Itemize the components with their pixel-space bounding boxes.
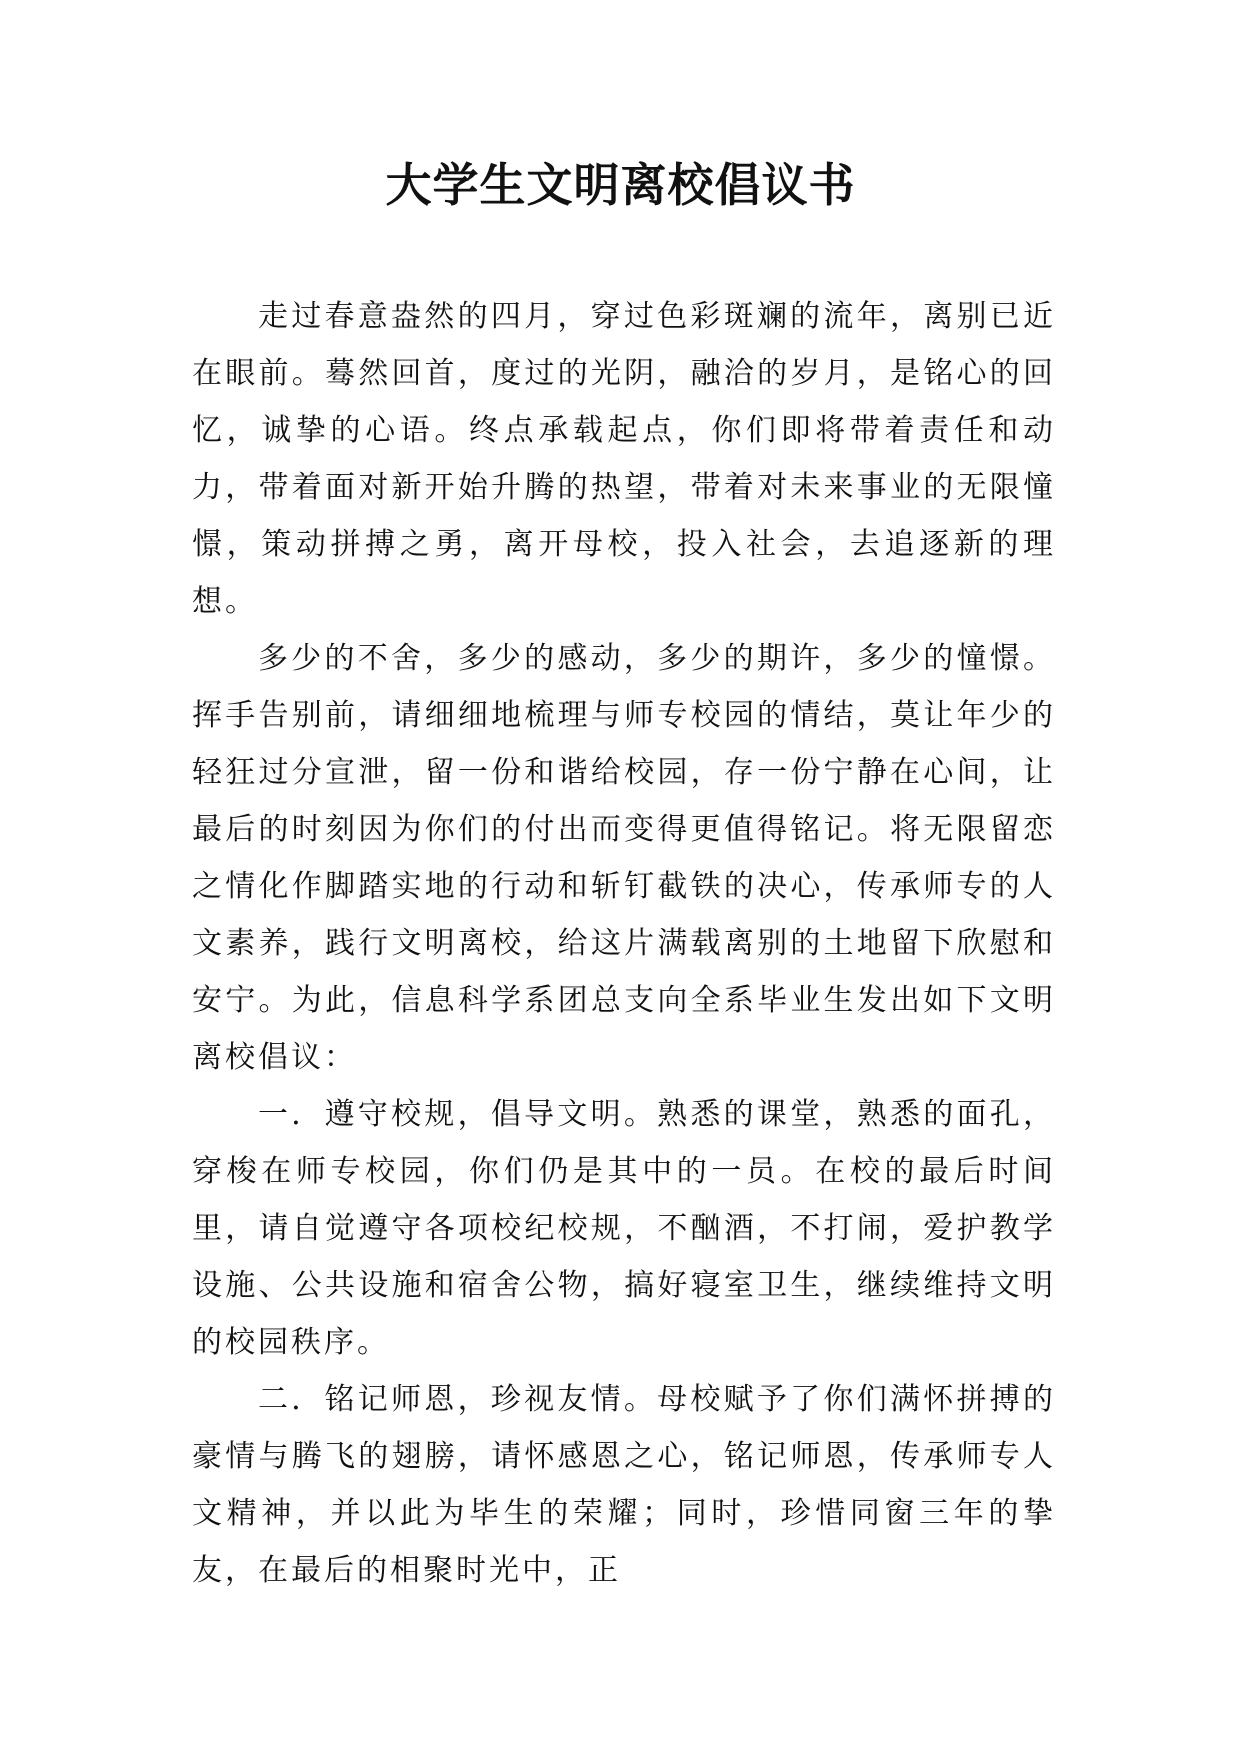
paragraph-item-one: 一．遵守校规，倡导文明。熟悉的课堂，熟悉的面孔，穿梭在师专校园，你们仍是其中的一员。在校的最后时间里，请自觉遵守各项校纪校规，不酗酒，不打闹，爱护教学设施、公共设施和宿舍公物，搞好寝室卫生，继续维持文明的校园秩序。: [192, 1097, 1056, 1360]
paragraph-initiative: 多少的不舍，多少的感动，多少的期许，多少的憧憬。挥手告别前，请细细地梳理与师专校园的情结，莫让年少的轻狂过分宣泄，留一份和谐给校园，存一份宁静在心间，让最后的时刻因为你们的付出而变得更值得铭记。将无限留恋之情化作脚踏实地的行动和斩钉截铁的决心，传承师专的人文素养，践行文明离校，给这片满载离别的土地留下欣慰和安宁。为此，信息科学系团总支向全系毕业生发出如下文明离校倡议：: [192, 641, 1056, 1075]
document-body: [192, 288, 1056, 1599]
document-title: 大学生文明离校倡议书: [385, 158, 856, 212]
paragraph-intro: 走过春意盎然的四月，穿过色彩斑斓的流年，离别已近在眼前。蓦然回首，度过的光阴，融洽的岁月，是铭心的回忆，诚挚的心语。终点承载起点，你们即将带着责任和动力，带着面对新开始升腾的热望，带着对未来事业的无限憧憬，策动拼搏之勇，离开母校，投入社会，去追逐新的理想。: [192, 299, 1056, 619]
paragraph-item-two: 二．铭记师恩，珍视友情。母校赋予了你们满怀拼搏的豪情与腾飞的翅膀，请怀感恩之心，铭记师恩，传承师专人文精神，并以此为毕生的荣耀；同时，珍惜同窗三年的挚友，在最后的相聚时光中，正: [192, 1382, 1056, 1588]
